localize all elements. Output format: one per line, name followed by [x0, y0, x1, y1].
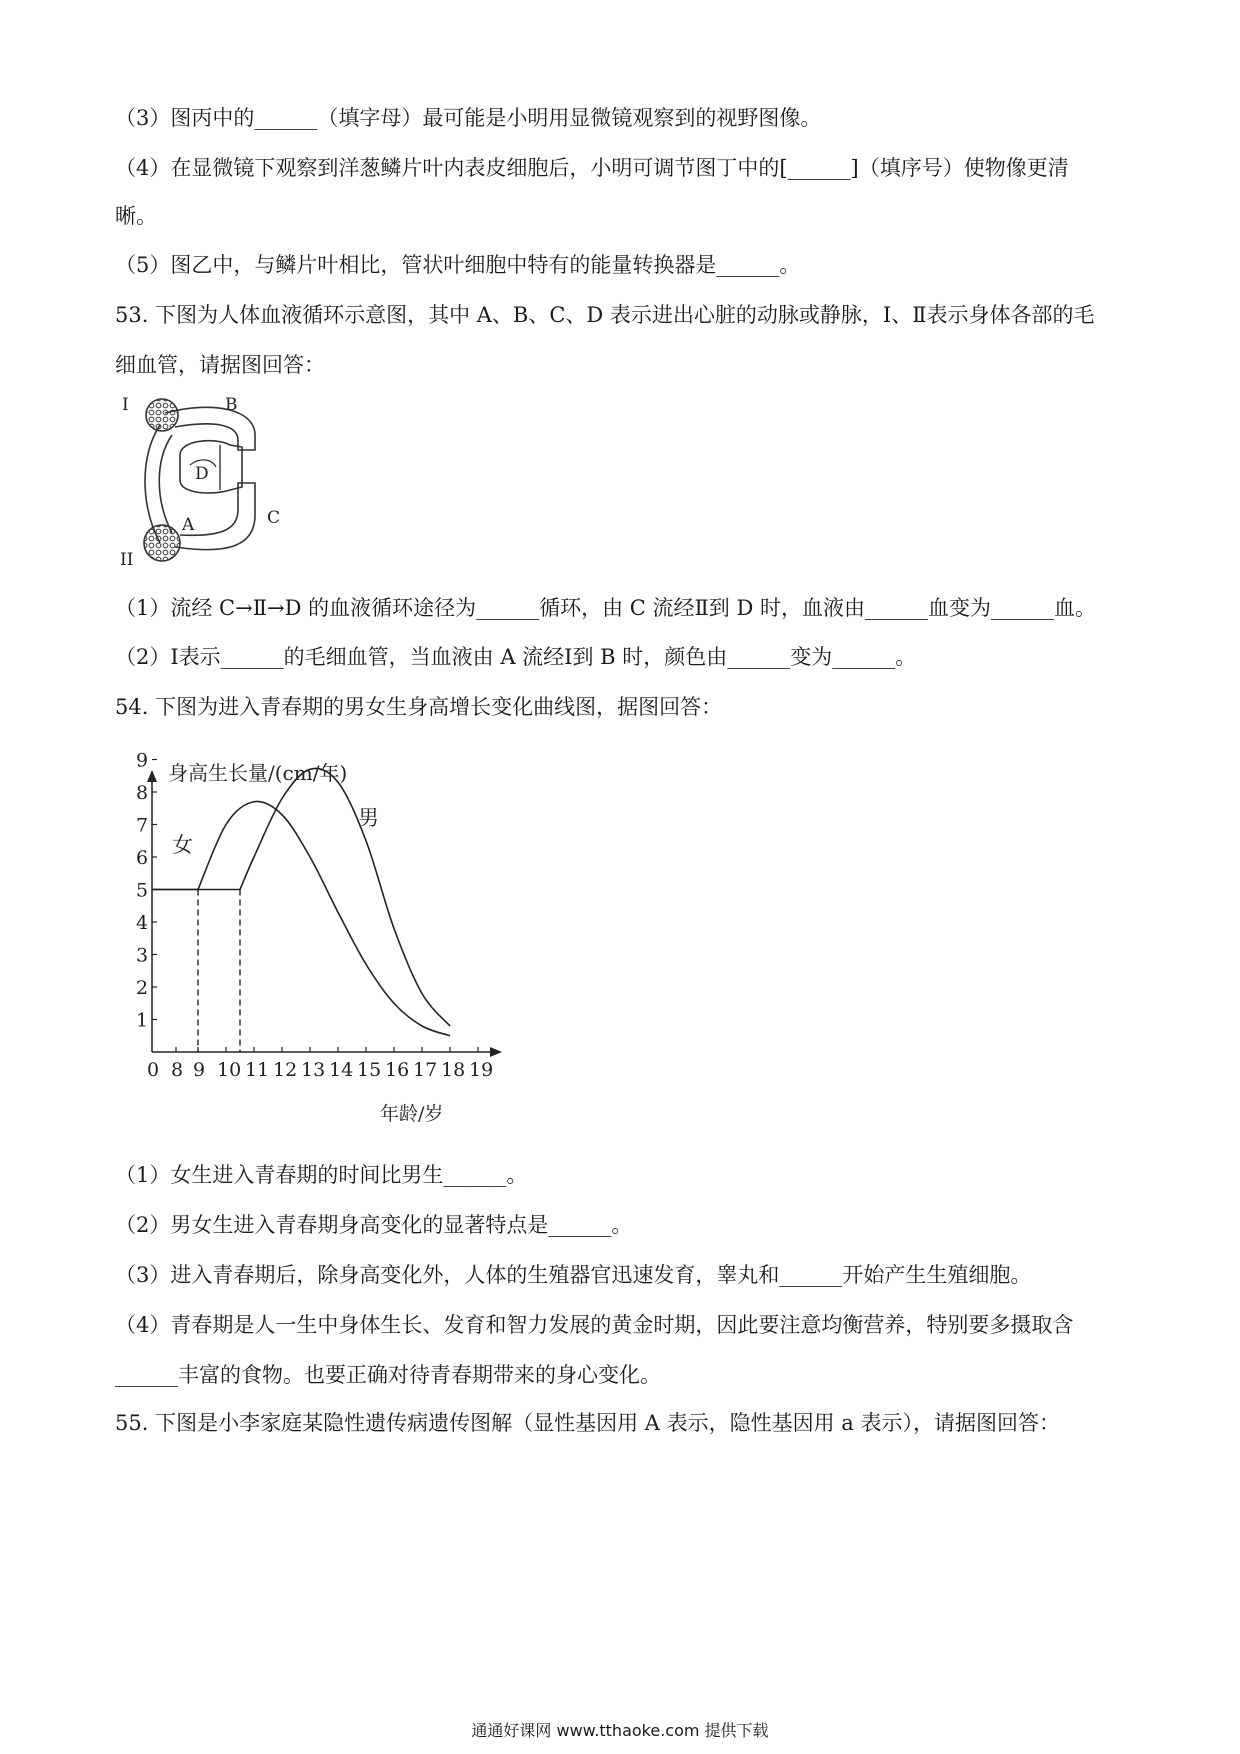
q54-sub1: （1）女生进入青春期的时间比男生______。 — [115, 1163, 528, 1187]
circulation-diagram — [120, 395, 300, 570]
x-tick-label: 10 — [217, 1059, 242, 1081]
label-D: D — [195, 464, 209, 484]
y-tick-label: 1 — [136, 1009, 149, 1032]
label-C: C — [267, 508, 281, 528]
footer: 通通好课网 www.tthaoke.com 提供下载 — [471, 1721, 769, 1740]
y-tick-label: 8 — [136, 782, 149, 804]
x-axis-label: 年龄/岁 — [380, 1103, 444, 1125]
growth-chart — [110, 749, 494, 1130]
q52-sub4-line1: （4）在显微镜下观察到洋葱鳞片叶内表皮细胞后，小明可调节图丁中的[______]（填序号）使物像更清 — [115, 156, 1069, 180]
q53-sub1: （1）流经 C→Ⅱ→D 的血液循环途径为______循环，由 C 流经Ⅱ到 D 时，血液由______血变为______血。 — [115, 596, 1096, 620]
x-tick-label: 11 — [245, 1059, 270, 1081]
x-tick-label: 8 — [171, 1059, 184, 1081]
q54-sub4-line2: ______丰富的食物。也要正确对待青春期带来的身心变化。 — [115, 1363, 661, 1387]
label-I: I — [122, 395, 129, 415]
x-tick-label: 15 — [357, 1059, 382, 1081]
y-tick-label: 4 — [136, 912, 149, 934]
x-tick-label: 0 — [147, 1059, 160, 1081]
series-line-female — [198, 801, 450, 1035]
y-tick-label: 3 — [136, 944, 149, 967]
x-tick-label: 17 — [413, 1059, 438, 1081]
y-tick-label: 7 — [136, 814, 149, 837]
y-axis-label: 身高生长量/(cm/年) — [168, 761, 348, 785]
q55-stem: 55. 下图是小李家庭某隐性遗传病遗传图解（显性基因用 A 表示，隐性基因用 a 表示），请据图回答： — [115, 1411, 1060, 1435]
y-tick-label: 9 — [136, 749, 149, 772]
x-tick-label: 14 — [329, 1059, 354, 1081]
label-II: II — [120, 550, 134, 570]
label-A: A — [182, 515, 195, 535]
series-label-female: 女 — [172, 833, 193, 857]
q54-stem: 54. 下图为进入青春期的男女生身高增长变化曲线图，据图回答： — [115, 695, 723, 719]
y-tick-label: 6 — [136, 847, 149, 869]
x-tick-label: 9 — [193, 1059, 206, 1081]
q53-stem-line1: 53. 下图为人体血液循环示意图，其中 A、B、C、D 表示进出心脏的动脉或静脉，Ⅰ、Ⅱ表示身体各部的毛 — [115, 303, 1095, 327]
x-tick-label: 13 — [301, 1059, 326, 1081]
x-axis-arrow — [490, 1047, 502, 1057]
x-tick-label: 18 — [441, 1059, 466, 1081]
q54-sub3: （3）进入青春期后，除身高变化外，人体的生殖器官迅速发育，睾丸和______开始产生生殖细胞。 — [115, 1263, 1032, 1287]
series-label-male: 男 — [358, 806, 379, 830]
q52-sub4-line2: 晰。 — [115, 204, 157, 228]
y-tick-label: 5 — [136, 879, 149, 902]
q53-sub2: （2）Ⅰ表示______的毛细血管，当血液由 A 流经Ⅰ到 B 时，颜色由______变为______。 — [115, 645, 917, 669]
y-axis-arrow — [147, 770, 157, 782]
x-tick-label: 16 — [385, 1059, 410, 1081]
x-tick-label: 19 — [469, 1059, 494, 1081]
capillary-bed-II — [144, 525, 180, 561]
x-tick-label: 12 — [273, 1059, 298, 1081]
q53-stem-line2: 细血管，请据图回答： — [115, 353, 325, 377]
q52-sub5: （5）图乙中，与鳞片叶相比，管状叶细胞中特有的能量转换器是______。 — [115, 253, 801, 277]
label-B: B — [225, 395, 238, 415]
q54-sub4-line1: （4）青春期是人一生中身体生长、发育和智力发展的黄金时期，因此要注意均衡营养，特别要多摄取含 — [115, 1313, 1074, 1337]
q54-sub2: （2）男女生进入青春期身高变化的显著特点是______。 — [115, 1213, 633, 1237]
q52-sub3: （3）图丙中的______（填字母）最可能是小明用显微镜观察到的视野图像。 — [115, 106, 822, 130]
capillary-bed-I — [146, 399, 178, 431]
y-tick-label: 2 — [136, 977, 149, 999]
